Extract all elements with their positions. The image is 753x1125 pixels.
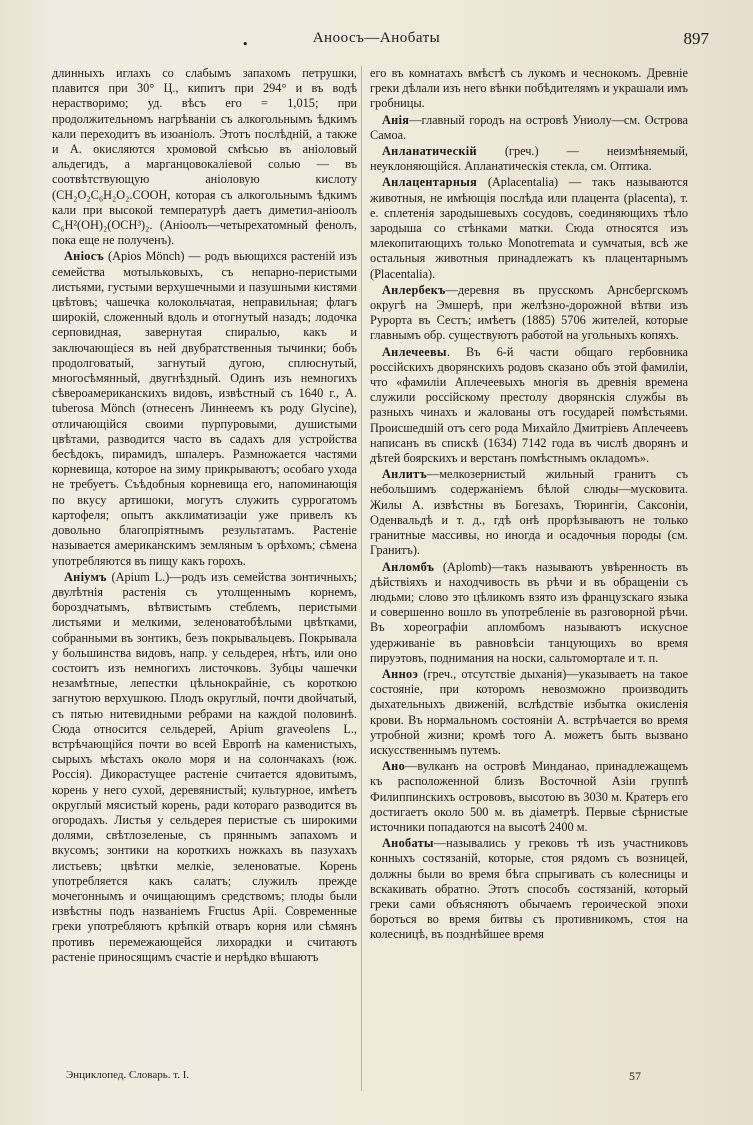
header-bullet: • [242, 38, 249, 51]
entry-headword: Анія [382, 112, 410, 127]
paragraph-text: длинныхъ иглахъ со слабымъ запахомъ петрушки, плавится при 30° Ц., кипитъ при 294° и въ водѣ нерастворимо; уд. вѣсъ его = 1,015; при продолжительномъ нагрѣваніи съ алкогольнымъ ѣдкимъ кали переходитъ въ изоаніолъ. Этотъ послѣдній, а также и А. окисляются хромовой смѣсью въ аніоловый альдегидъ, а марганцовокаліевой солью — въ соотвѣтствующую аніоловую кислоту (CH₂O₂C₆H₂O₂.COOH, которая съ алкогольнымъ ѣдкимъ кали при высокой температурѣ даетъ диметил-аніоолъ C₆H²(OH)₂(OCH³)₂. (Аніоолъ—четырехатомный фенолъ, пока еще не полученъ). [52, 66, 357, 248]
left-column [52, 66, 357, 966]
column-divider [361, 66, 362, 1091]
entry-headword: Ано [382, 759, 406, 774]
entry-apios [52, 249, 357, 568]
entry-text: (Aplomb)—такъ называютъ увѣренность въ дѣйствіяхъ и находчивость въ рѣчи и въ обращеніи съ людьми; слово это цѣликомъ взято изъ французскаго языка и совершенно вошло въ употребленіе въ разговорной рѣчи. Въ хореографіи апломбомъ называютъ искусное удерживаніе въ равновѣсіи танцующихъ во время пируэтовъ, поднимания на носки, сальтомортале и т. п. [370, 559, 688, 665]
paragraph-text: его въ комнатахъ вмѣстѣ съ лукомъ и чеснокомъ. Древніе греки дѣлали изъ него вѣнки побѣдителямъ и украшали имъ гробницы. [370, 66, 688, 111]
footer-signature: 57 [629, 1069, 641, 1083]
entry-headword: Анлитъ [382, 467, 427, 482]
entry-headword: Анобаты [382, 836, 434, 851]
running-header: Аноосъ—Анобаты [312, 30, 441, 46]
entry-text: (греч.) — неизмѣняемый, неуклоняющійся. Апланатическія стекла, см. Оптика. [370, 144, 688, 174]
entry-aplecheevy [370, 345, 688, 467]
page-number: 897 [683, 29, 709, 48]
entry-apium [52, 570, 357, 965]
entry-text: (Aplacentalia) — такъ называются животныя, не имѣющія послѣда или плацента (placenta), т. е. сплетенія зародышевыхъ сосудовъ, соединяющихъ тѣло зародыша со стѣнками матки. Сюда относятся изъ млекопитающихъ только Monotremata и сумчатыя, всѣ же остальныя животныя принадлежатъ къ плацентарнымъ (Placentalia). [370, 175, 688, 281]
entry-aplacentalia [370, 175, 688, 281]
entry-apo [370, 759, 688, 835]
entry-text: —главный городъ на островѣ Униолу—см. Острова Самоа. [370, 112, 688, 142]
entry-headword: Анломбъ [382, 559, 435, 574]
entry-headword: Анланатическій [382, 144, 477, 159]
entry-headword: Анлацентарныя [382, 175, 478, 190]
entry-text: (Apium L.)—родъ изъ семейства зонтичныхъ; двулѣтнія растенія съ утолщеннымъ корнемъ, бороздчатымъ, вѣтвистымъ стеблемъ, перистыми листьями и мелкими, зеленоватобѣлыми цвѣтками, собранными въ зонтикъ, безъ покрывальцевъ. Покрывала у большинства видовъ, напр. у сельдерея, нѣтъ, или оно состоитъ изъ немногихъ листочковъ. Зубцы чашечки незамѣтные, лепестки цѣльнокрайніе, съ короткою загнутою верхушкою. Плодъ округлый, почти двойчатый, съ пятью нитевидными ребрами на каждой половинѣ. Сюда относится сельдерей, Apium graveolens L., встрѣчающійся почти во всей Европѣ на каменистыхъ, сырыхъ мѣстахъ около моря и на солончакахъ (юж. Россія). Дикорастущее растеніе считается ядовитымъ, корень у него сухой, деревянистый; культурное, имѣетъ округлый мясистый корень, ради котораго разводится въ огородахъ. Листья у сельдерея перистые съ широкими долями, свѣтлозеленые, съ пряннымъ запахомъ и вкусомъ; зонтики на короткихъ ножкахъ въ пазухахъ листьевъ; цвѣтки мелкіе, зеленоватые. Корень употребляется какъ салатъ; служилъ прежде мочегоннымъ и очищающимъ средствомъ; плоды были извѣстны подъ названіемъ Fructus Apii. Современные греки употребляютъ крѣпкій отваръ корня или сѣмянъ противъ перемежающейся лихорадки и считаютъ растеніе приносящимъ счастіе и нерѣдко вѣшаютъ [52, 569, 357, 964]
entry-text: (греч., отсутствіе дыханія)—указываетъ на такое состояніе, при которомъ невозможно производить дыхательныхъ движеній, вслѣдствіе избытка окисленія крови. Въ нормальномъ состояніи А. встрѣчается во время утробной жизни; кромѣ того А. можетъ быть вызвано искусственнымъ путемъ. [370, 666, 688, 757]
entry-headword: Аніосъ [64, 249, 104, 264]
entry-text: . Въ 6-й части общаго гербовника россійскихъ дворянскихъ родовъ сказано объ этой фамиліи, что «фамиліи Аплечеевыхъ многія въ древнія времена служили россійскому престолу дворянскія службы въ разныхъ чинахъ и жалованы отъ государей помѣстьями. Происшедшій отъ сего рода Михайло Дмитріевъ Аплечеевъ написанъ въ спискѣ (1634) 7142 года въ числѣ дворянъ и дѣтей боярскихъ и верстанъ помѣстнымъ окладомъ». [370, 344, 688, 466]
entry-text: —мелкозернистый жильный гранитъ съ небольшимъ содержаніемъ бѣлой слюды—мусковита. Жилы А. извѣстны въ Богезахъ, Тюрингіи, Саксоніи, Оденвальдѣ и т. д., гдѣ онѣ прорѣзываютъ не только гранитные массивы, но иногда и осадочныя породы (см. Гранитъ). [370, 467, 688, 558]
entry-apobaty [370, 836, 688, 942]
continuation-paragraph [370, 66, 688, 112]
entry-aplerbeck [370, 283, 688, 344]
entry-headword: Анлечеевы [382, 344, 447, 359]
entry-text: (Apios Mönch) — родъ вьющихся растеній изъ семейства мотыльковыхъ, съ непарно-перистыми листьями, густыми верхушечными и пазушными кистями цвѣтовъ; чашечка колокольчатая, неправильная; флагъ широкій, сложенный вдоль и отогнутый назадъ; лодочка серповидная, завернутая спиралью, какъ и заключающіеся въ ней двубратственныя тычинки; бобъ продолговатый, загнутый дугою, сплюснутый, многосѣмянный, двугнѣздный. Одинъ изъ немногихъ сѣвероамериканскихъ видовъ, извѣстный съ 1640 г., A. tuberosa Mönch (отнесенъ Линнеемъ къ роду Glycine), отличающійся своими пурпуровыми, душистыми цвѣтами, разводится часто въ садахъ для устройства бесѣдокъ, пирамидъ, шпалеръ. Размножается частями корневища, которое на зиму прикрываютъ; особаго ухода не требуетъ. Съѣдобныя корневища его, напоминающія по вкусу артишоки, могутъ служить суррогатомъ картофеля; опытъ акклиматизаціи уже привелъ къ довольно благопріятнымъ результатамъ. Растеніе называется американскимъ земляным ъ орѣхомъ; сѣмена употребляются въ пищу какъ горохъ. [52, 249, 357, 568]
entry-text: —назывались у грековъ тѣ изъ участниковъ конныхъ состязаній, которые, стоя рядомъ съ возницей, должны были во время бѣга спрыгивать съ колесницы и вскакивать обратно. Этотъ способъ состязаній, который греки сами объясняютъ обычаемъ героической эпохи бороться во время битвы съ противникомъ, стоя на колесницѣ, въ позднѣйшее время [370, 836, 688, 942]
continuation-paragraph [52, 66, 357, 248]
entry-aplomb [370, 560, 688, 666]
entry-apia [370, 113, 688, 143]
entry-aplanatic [370, 144, 688, 174]
entry-text: —деревня въ прусскомъ Арнсбергскомъ округѣ на Эмшерѣ, при желѣзно-дорожной вѣтви изъ Рурорта въ Сестъ; имѣетъ (1885) 5706 жителей, которые главнымъ обр. существуютъ работой на угольныхъ копяхъ. [370, 282, 688, 343]
entry-headword: Анлербекъ [382, 282, 446, 297]
entry-headword: Аніумъ [64, 569, 107, 584]
entry-apnoe [370, 667, 688, 758]
entry-aplite [370, 467, 688, 558]
footer-publication: Энциклопед. Словарь. т. I. [66, 1069, 190, 1081]
entry-text: —вулканъ на островѣ Минданао, принадлежащемъ къ расположенной близъ Восточной Азіи группѣ Филиппинскихъ острововъ, высотою въ 3030 м. Кратеръ его достигаетъ около 500 м. въ діаметрѣ. Первые сѣрнистые источники попадаются на высотѣ 2400 м. [370, 759, 688, 834]
entry-headword: Анноэ [382, 666, 419, 681]
right-column [370, 66, 688, 944]
